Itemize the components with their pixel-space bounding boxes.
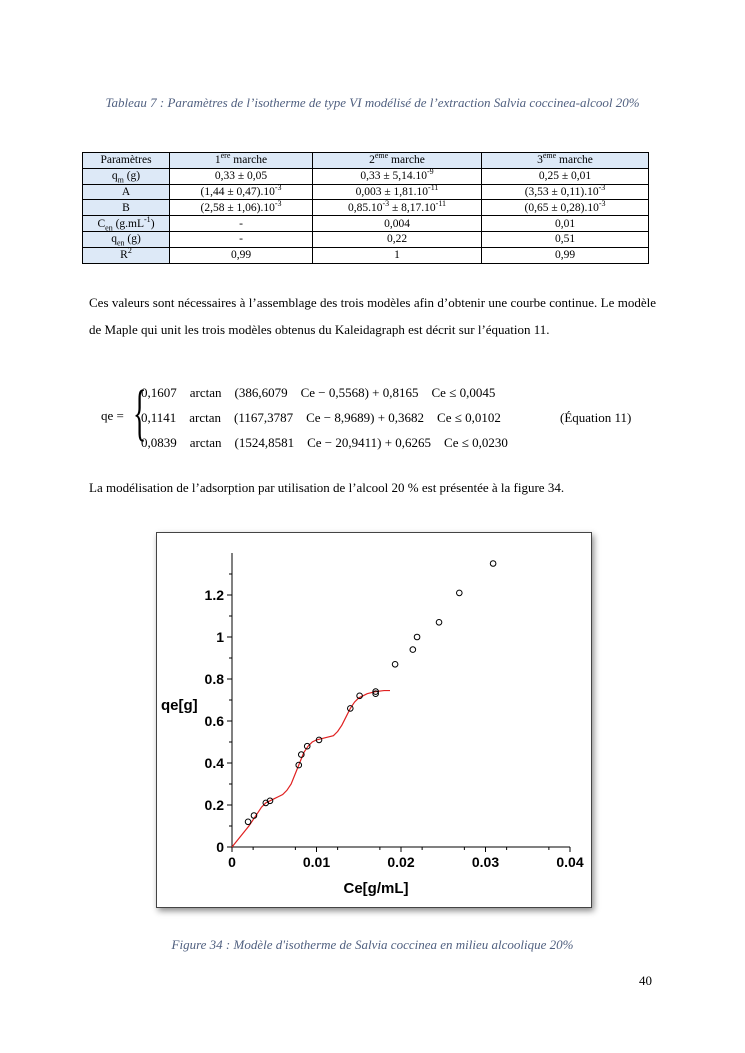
table-row bbox=[83, 216, 649, 232]
parameters-table bbox=[82, 152, 649, 264]
table-row bbox=[83, 168, 649, 184]
row-value-marche-2: $0,003 \pm 1,81.10^{-11}$ bbox=[313, 184, 482, 200]
y-axis-label: qe[g] bbox=[161, 697, 198, 714]
equation-line-3: 0,0839 arctan (1524,8581 Ce − 20,9411) + 0,6265 Ce ≤ 0,0230 bbox=[141, 435, 508, 450]
row-parameter: A bbox=[83, 184, 170, 200]
row-parameter: $R^2$ bbox=[83, 247, 170, 263]
row-value-marche-2: $0,33 \pm 5,14.10^{-9}$ bbox=[313, 168, 482, 184]
x-tick-label: 0 bbox=[228, 854, 236, 870]
y-tick-label: 0.8 bbox=[204, 671, 224, 687]
equation-lhs: qe = bbox=[101, 408, 124, 423]
x-tick-label: 0.01 bbox=[302, 854, 331, 870]
x-tick-label: 0.03 bbox=[471, 854, 500, 870]
figure-caption: Figure 34 : Modèle d'isotherme de Salvia coccinea en milieu alcoolique 20% bbox=[171, 937, 574, 952]
row-parameter: $q_{en}$ (g) bbox=[83, 231, 170, 247]
figure-34 bbox=[156, 532, 592, 908]
row-value-marche-1: 0,99 bbox=[170, 247, 313, 263]
header-parametres: Paramètres bbox=[83, 153, 170, 169]
y-tick-label: 1 bbox=[216, 629, 224, 645]
row-value-marche-2: 0,22 bbox=[313, 231, 482, 247]
data-point bbox=[457, 590, 463, 596]
model-curve bbox=[232, 691, 390, 847]
y-tick-label: 0.6 bbox=[204, 713, 224, 729]
y-tick-label: 1.2 bbox=[204, 587, 224, 603]
equation-line-1: 0,1607 arctan (386,6079 Ce − 0,5568) + 0,8165 Ce ≤ 0,0045 bbox=[141, 385, 496, 400]
paragraph-modelisation: La modélisation de l’adsorption par utilisation de l’alcool 20 % est présentée à la figure 34. bbox=[89, 480, 565, 495]
y-tick-label: 0.2 bbox=[204, 797, 224, 813]
row-value-marche-3: 0,25 ± 0,01 bbox=[482, 168, 649, 184]
x-tick-label: 0.04 bbox=[556, 854, 584, 870]
y-tick-label: 0 bbox=[216, 839, 224, 855]
header-marche-2: 2ème marche bbox=[313, 153, 482, 169]
row-value-marche-2: 1 bbox=[313, 247, 482, 263]
paragraph-assemblage: Ces valeurs sont nécessaires à l’assemblage des trois modèles afin d’obtenir une courbe continue. Le modèle de Maple qui unit les trois modèles obtenus du Kaleidagraph est décrit sur l’équation 11. bbox=[89, 295, 656, 337]
row-value-marche-3: 0,01 bbox=[482, 216, 649, 232]
table-row bbox=[83, 231, 649, 247]
row-value-marche-2: $0,85.10^{-3} \pm 8,17.10^{-11}$ bbox=[313, 200, 482, 216]
data-point bbox=[414, 634, 420, 640]
equation-11 bbox=[95, 380, 655, 460]
row-value-marche-1: $(2,58 \pm 1,06).10^{-3}$ bbox=[170, 200, 313, 216]
isotherm-chart bbox=[157, 533, 591, 907]
table-header-row bbox=[83, 153, 649, 169]
table-row bbox=[83, 200, 649, 216]
data-point bbox=[410, 647, 416, 653]
x-tick-label: 0.02 bbox=[387, 854, 415, 870]
row-value-marche-3: 0,51 bbox=[482, 231, 649, 247]
row-value-marche-1: 0,33 ± 0,05 bbox=[170, 168, 313, 184]
row-value-marche-1: $(1,44 \pm 0,47).10^{-3}$ bbox=[170, 184, 313, 200]
y-tick-label: 0.4 bbox=[204, 755, 224, 771]
header-marche-3: 3ème marche bbox=[482, 153, 649, 169]
header-marche-1: 1ère marche bbox=[170, 153, 313, 169]
data-point bbox=[436, 620, 442, 626]
data-point bbox=[490, 561, 496, 567]
row-value-marche-3: $(0,65 \pm 0,28).10^{-3}$ bbox=[482, 200, 649, 216]
data-point bbox=[245, 819, 251, 825]
row-value-marche-2: 0,004 bbox=[313, 216, 482, 232]
row-value-marche-1: - bbox=[170, 231, 313, 247]
table-caption: Tableau 7 : Paramètres de l’isotherme de type VI modélisé de l’extraction Salvia coccinea-alcool 20% bbox=[105, 95, 640, 110]
row-value-marche-3: 0,99 bbox=[482, 247, 649, 263]
x-axis-label: Ce[g/mL] bbox=[343, 880, 409, 897]
equation-line-2: 0,1141 arctan (1167,3787 Ce − 8,9689) + 0,3682 Ce ≤ 0,0102 bbox=[141, 410, 501, 425]
data-point bbox=[392, 662, 398, 668]
row-parameter: B bbox=[83, 200, 170, 216]
equation-label: (Équation 11) bbox=[560, 410, 632, 425]
table-row bbox=[83, 247, 649, 263]
row-value-marche-1: - bbox=[170, 216, 313, 232]
equation-brace: { bbox=[133, 379, 147, 447]
row-parameter: $C_{en}$ $(g.mL^{-1})$ bbox=[83, 216, 170, 232]
table-row bbox=[83, 184, 649, 200]
row-value-marche-3: $(3,53 \pm 0,11).10^{-3}$ bbox=[482, 184, 649, 200]
row-parameter: $q_m$ (g) bbox=[83, 168, 170, 184]
page-number: 40 bbox=[639, 973, 652, 988]
